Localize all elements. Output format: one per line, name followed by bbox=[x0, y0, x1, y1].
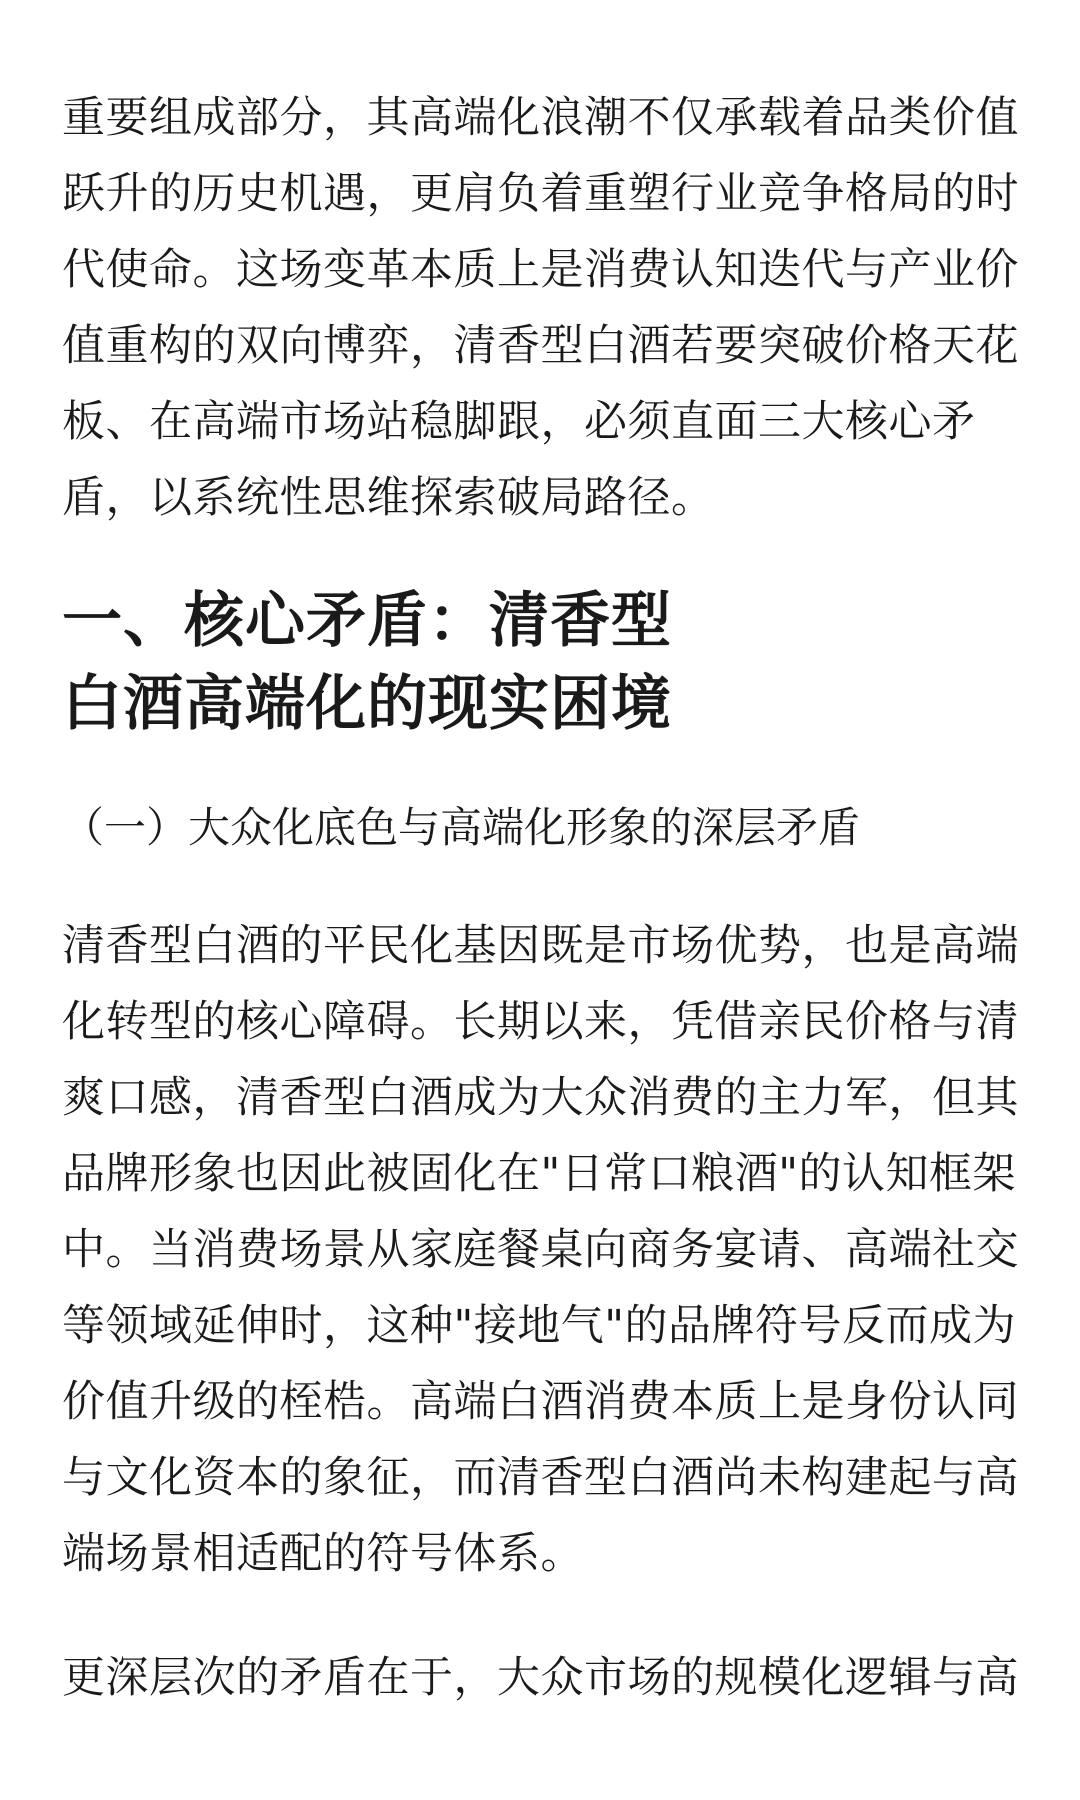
paragraph-line: 盾，以系统性思维探索破局路径。 bbox=[62, 473, 715, 523]
paragraph-line: 重要组成部分，其高端化浪潮不仅承载着品类价值 bbox=[62, 93, 1019, 143]
body-paragraph bbox=[62, 1640, 1019, 1716]
intro-paragraph bbox=[62, 80, 1019, 536]
paragraph-line: 端场景相适配的符号体系。 bbox=[62, 1529, 584, 1579]
paragraph-line: 值重构的双向博弈，清香型白酒若要突破价格天花 bbox=[62, 321, 1019, 371]
section-heading bbox=[62, 580, 672, 746]
body-paragraph bbox=[62, 908, 1019, 1592]
paragraph-line: 板、在高端市场站稳脚跟，必须直面三大核心矛 bbox=[62, 397, 976, 447]
paragraph-line: 中。当消费场景从家庭餐桌向商务宴请、高端社交 bbox=[62, 1225, 1019, 1275]
section-heading-line: 白酒高端化的现实困境 bbox=[62, 669, 672, 739]
paragraph-line: 与文化资本的象征，而清香型白酒尚未构建起与高 bbox=[62, 1453, 1019, 1503]
paragraph-line: 化转型的核心障碍。长期以来，凭借亲民价格与清 bbox=[62, 997, 1019, 1047]
paragraph-line: 品牌形象也因此被固化在"日常口粮酒"的认知框架 bbox=[62, 1149, 1017, 1199]
subsection-heading: （一）大众化底色与高端化形象的深层矛盾 bbox=[62, 803, 861, 852]
paragraph-line: 代使命。这场变革本质上是消费认知迭代与产业价 bbox=[62, 245, 1019, 295]
paragraph-line: 等领域延伸时，这种"接地气"的品牌符号反而成为 bbox=[62, 1301, 1017, 1351]
paragraph-line: 跃升的历史机遇，更肩负着重塑行业竞争格局的时 bbox=[62, 169, 1019, 219]
paragraph-line: 清香型白酒的平民化基因既是市场优势，也是高端 bbox=[62, 921, 1019, 971]
paragraph-line: 爽口感，清香型白酒成为大众消费的主力军，但其 bbox=[62, 1073, 1019, 1123]
section-heading-line: 一、核心矛盾：清香型 bbox=[62, 586, 672, 656]
paragraph-line: 更深层次的矛盾在于，大众市场的规模化逻辑与高 bbox=[62, 1653, 1019, 1703]
paragraph-line: 价值升级的桎梏。高端白酒消费本质上是身份认同 bbox=[62, 1377, 1019, 1427]
